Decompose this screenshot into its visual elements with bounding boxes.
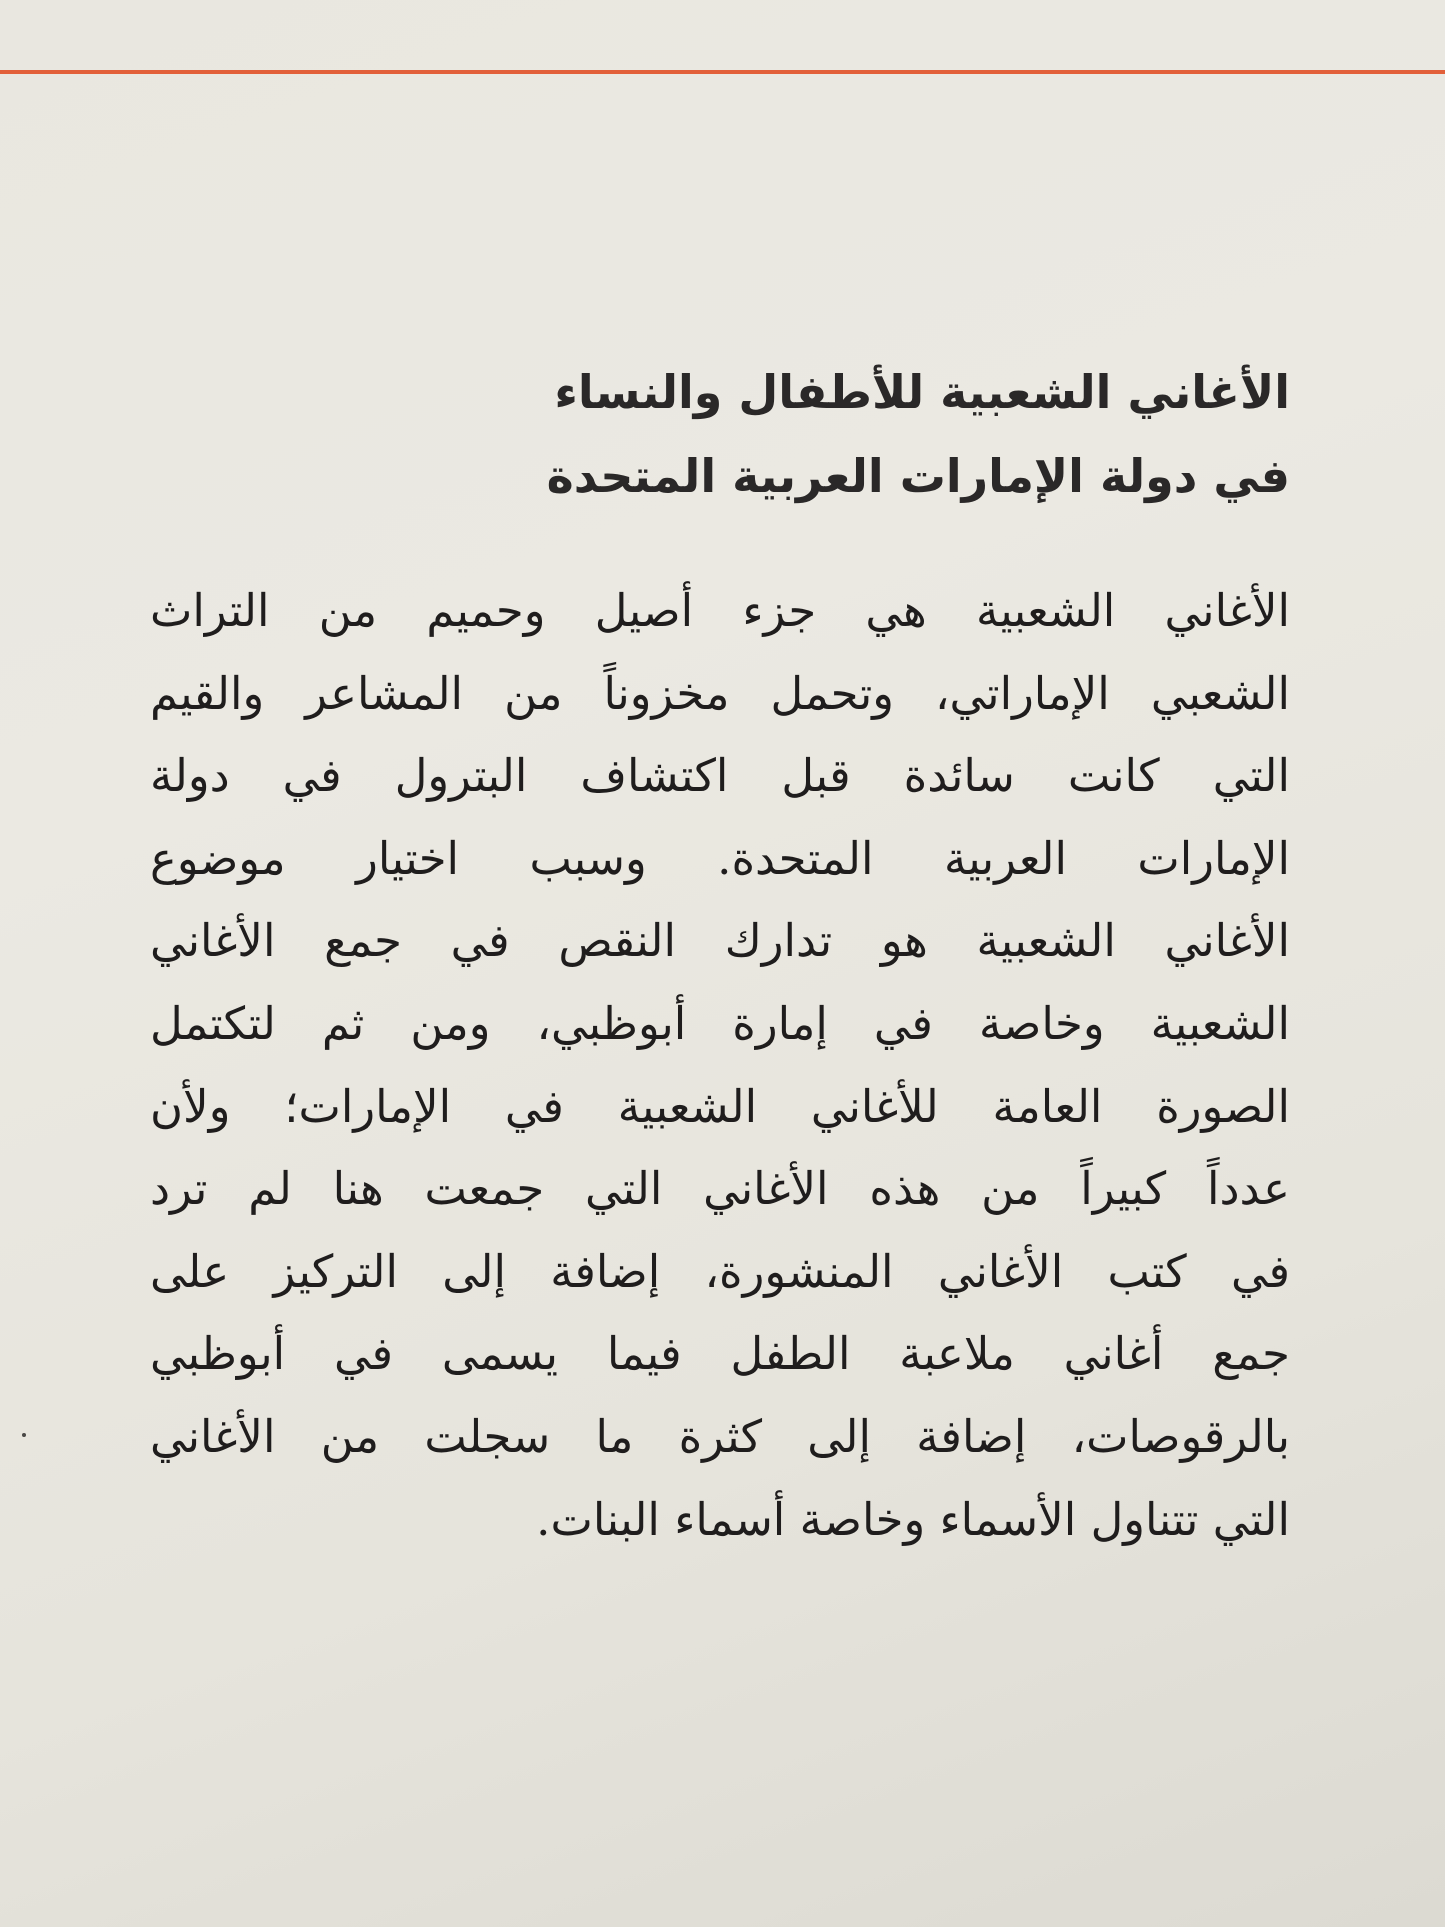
body-line: الأغاني الشعبية هي جزء أصيل وحميم من التراث	[150, 584, 1290, 637]
body-line: الأغاني الشعبية هو تدارك النقص في جمع الأغاني	[150, 914, 1290, 968]
header-rule	[0, 70, 1445, 74]
body-line: في كتب الأغاني المنشورة، إضافة إلى التركيز على	[150, 1244, 1290, 1298]
body-line: جمع أغاني ملاعبة الطفل فيما يسمى في أبوظبي	[150, 1327, 1290, 1381]
body-line: التي كانت سائدة قبل اكتشاف البترول في دولة	[150, 749, 1290, 803]
section-title	[150, 350, 1290, 518]
body-line: التي تتناول الأسماء وخاصة أسماء البنات.	[536, 1492, 1290, 1546]
body-line: الإمارات العربية المتحدة. وسبب اختيار موضوع	[150, 831, 1290, 885]
body-line: الشعبية وخاصة في إمارة أبوظبي، ومن ثم لتكتمل	[150, 996, 1290, 1050]
body-line: الصورة العامة للأغاني الشعبية في الإمارات؛ ولأن	[150, 1079, 1290, 1133]
paper-speck	[22, 1433, 26, 1437]
title-line-1: الأغاني الشعبية للأطفال والنساء	[554, 365, 1290, 419]
title-line-2: في دولة الإمارات العربية المتحدة	[546, 449, 1290, 503]
body-paragraph	[150, 570, 1290, 1561]
body-line: بالرقوصات، إضافة إلى كثرة ما سجلت من الأغاني	[150, 1409, 1290, 1463]
body-line: الشعبي الإماراتي، وتحمل مخزوناً من المشاعر والقيم	[150, 666, 1290, 720]
body-line: عدداً كبيراً من هذه الأغاني التي جمعت هنا لم ترد	[150, 1162, 1290, 1216]
